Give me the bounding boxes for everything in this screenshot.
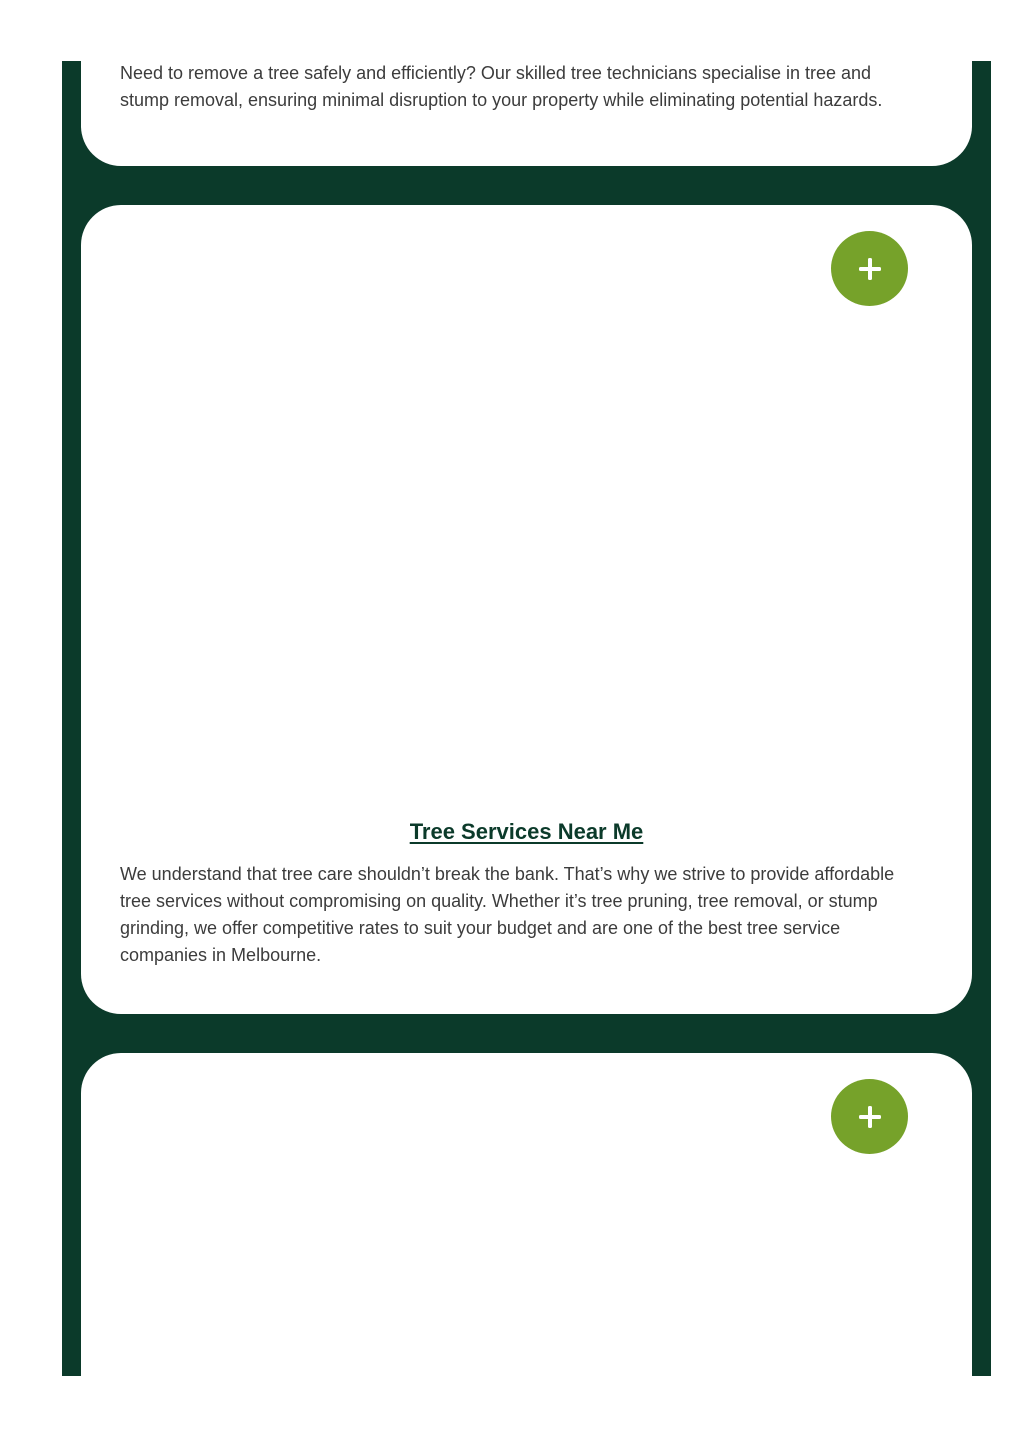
expand-button[interactable] <box>831 1079 908 1154</box>
service-card-title-link[interactable]: Tree Services Near Me <box>409 819 644 844</box>
expand-button[interactable] <box>831 231 908 306</box>
service-card-title <box>81 817 972 847</box>
service-card-description: Need to remove a tree safely and efficiently? Our skilled tree technicians specialise in tree and stump removal, ensuring minimal disruption to your property while eliminating potential hazards. <box>120 63 883 110</box>
service-card <box>81 1053 972 1376</box>
plus-icon <box>859 1106 881 1128</box>
service-card-description: We understand that tree care shouldn’t break the bank. That’s why we strive to provide affordable tree services without compromising on quality. Whether it’s tree pruning, tree removal, or stump grinding, we offer competitive rates to suit your budget and are one of the best tree service companies in Melbourne. <box>120 864 895 965</box>
plus-icon <box>859 258 881 280</box>
services-section <box>62 61 991 1376</box>
service-card-tree-removal <box>81 61 972 166</box>
service-card-tree-services-near-me <box>81 205 972 1014</box>
